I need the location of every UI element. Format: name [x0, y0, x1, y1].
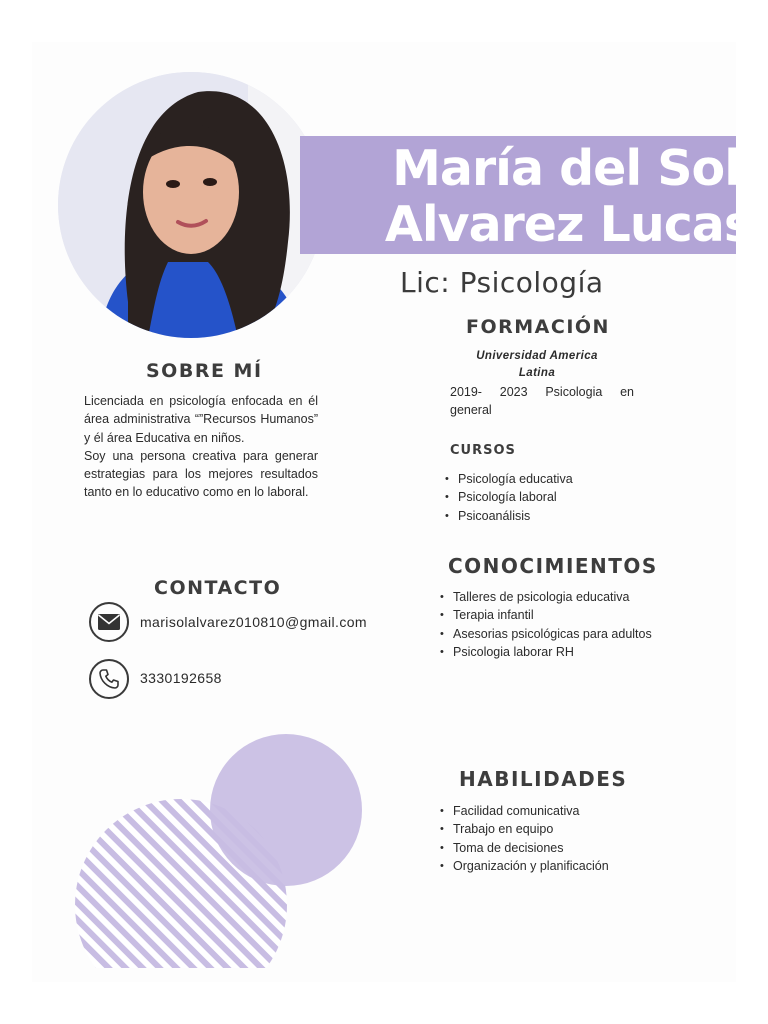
education-years: 2019- 2023 Psicologia en general — [450, 385, 634, 418]
name-line-2: Alvarez Lucas — [384, 196, 752, 253]
list-item: • Psicoanálisis — [444, 507, 644, 525]
about-paragraph-2: Soy una persona creativa para generar estrategias para los mejores resultados tanto en lo educativo como en lo laboral. — [84, 448, 318, 500]
skills-heading: HABILIDADES — [459, 767, 628, 791]
list-item: • Terapia infantil — [439, 606, 659, 624]
about-text — [84, 392, 318, 502]
profession-title: Lic: Psicología — [400, 266, 604, 299]
contact-phone[interactable]: 3330192658 — [140, 670, 222, 686]
list-item: • Psicologia laborar RH — [439, 643, 659, 661]
courses-heading: CURSOS — [450, 443, 516, 458]
about-paragraph-1: Licenciada en psicología enfocada en él área administrativa “”Recursos Humanos” y él área Educativa en niños. — [84, 394, 318, 445]
about-heading: SOBRE MÍ — [146, 360, 263, 382]
knowledge-list — [439, 588, 659, 661]
skills-list — [439, 802, 669, 875]
portrait-illustration — [58, 72, 324, 338]
list-item: • Trabajo en equipo — [439, 820, 669, 838]
university-name: Universidad America Latina — [476, 350, 598, 379]
profile-photo — [58, 72, 324, 338]
envelope-icon — [89, 602, 129, 642]
phone-glyph — [98, 668, 120, 690]
envelope-glyph — [97, 613, 121, 631]
list-item: • Psicología educativa — [444, 470, 644, 488]
list-item: • Asesorias psicológicas para adultos — [439, 625, 659, 643]
decorative-circles — [70, 730, 370, 980]
list-item: • Talleres de psicologia educativa — [439, 588, 659, 606]
contact-heading: CONTACTO — [154, 577, 282, 599]
education-heading: FORMACIÓN — [466, 316, 610, 338]
list-item: • Toma de decisiones — [439, 839, 669, 857]
name-line-1: María del Sol — [392, 140, 740, 197]
list-item: • Facilidad comunicativa — [439, 802, 669, 820]
solid-circle — [210, 734, 362, 886]
phone-icon — [89, 659, 129, 699]
courses-list — [444, 470, 644, 525]
list-item: • Psicología laboral — [444, 488, 644, 506]
knowledge-heading: CONOCIMIENTOS — [448, 554, 658, 578]
contact-email[interactable]: marisolalvarez010810@gmail.com — [140, 614, 367, 630]
list-item: • Organización y planificación — [439, 857, 669, 875]
